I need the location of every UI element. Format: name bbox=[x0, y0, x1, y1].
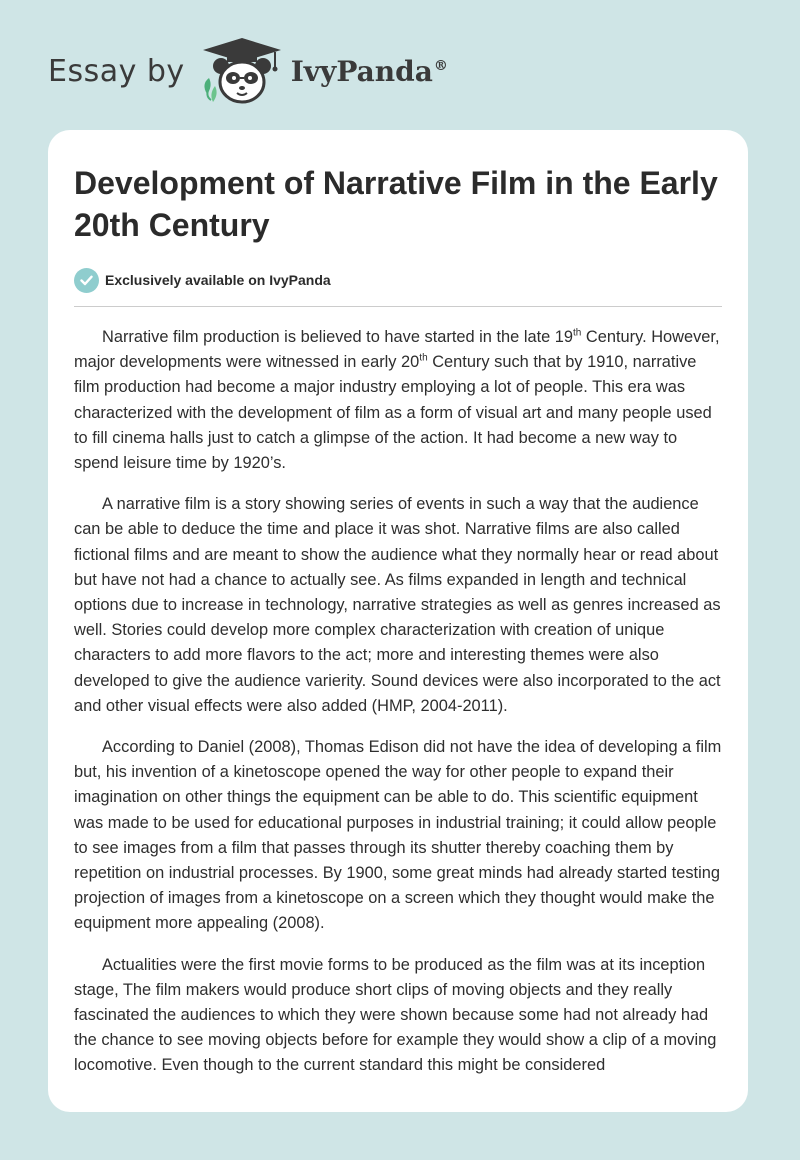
title-divider bbox=[74, 306, 722, 307]
panda-graduate-logo-icon[interactable] bbox=[197, 36, 287, 106]
paragraph-1: Narrative film production is believed to have started in the late 19th Century. However, major developments were witnessed in early 20th Century such that by 1910, narrative film production had become a major industry employing a lot of people. This era was characterized with the development of film as a form of visual art and many people used to fill cinema halls just to catch a glimpse of the action. It had become a new way to spend leisure time by 1920’s. bbox=[74, 327, 720, 473]
registered-mark: ® bbox=[433, 58, 448, 75]
article-card bbox=[48, 130, 748, 1112]
exclusive-label: Exclusively available on IvyPanda bbox=[105, 272, 331, 288]
paragraph-4: Actualities were the first movie forms to be produced as the film was at its inception stage, The film makers would produce short clips of moving objects and they really fascinated the audiences to which they were shown because some had not already had the chance to see moving objects before for example they would show a clip of a moving locomotive. Even though to the current standard this might be considered bbox=[74, 955, 717, 1075]
paragraph-3: According to Daniel (2008), Thomas Edison did not have the idea of developing a film but, his invention of a kinetoscope opened the way for other people to expand their imagination on other things the equipment can be able to do. This scientific equipment was made to be used for educational purposes in industrial training; it could allow people to see images from a film that passes through its shutter thereby coaching them by repetition on industrial processes. By 1900, some great minds had already started testing projection of images from a kinetoscope on a screen which they thought would make the equipment more appealing (2008). bbox=[74, 738, 722, 933]
article-body bbox=[74, 325, 722, 1079]
paragraph-2: A narrative film is a story showing series of events in such a way that the audience can be able to deduce the time and place it was shot. Narrative films are also called fictional films and are meant to show the audience what they normally hear or read about but have not had a chance to actually see. As films expanded in length and technical options due to increase in technology, narrative strategies as well as genres increased as well. Stories could develop more complex characterization with creation of unique characters to add more flavors to the act; more and interesting themes were also developed to give the audience varierity. Sound devices were also incorporated to the act and other visual effects were also added (HMP, 2004-2011). bbox=[74, 495, 721, 715]
article-title: Development of Narrative Film in the Early 20th Century bbox=[74, 165, 718, 243]
brand-name[interactable]: IvyPanda® bbox=[290, 54, 448, 88]
exclusive-badge bbox=[74, 266, 722, 294]
check-circle-icon bbox=[74, 268, 99, 293]
essay-by-label: Essay by bbox=[48, 53, 185, 89]
site-header bbox=[48, 36, 448, 106]
